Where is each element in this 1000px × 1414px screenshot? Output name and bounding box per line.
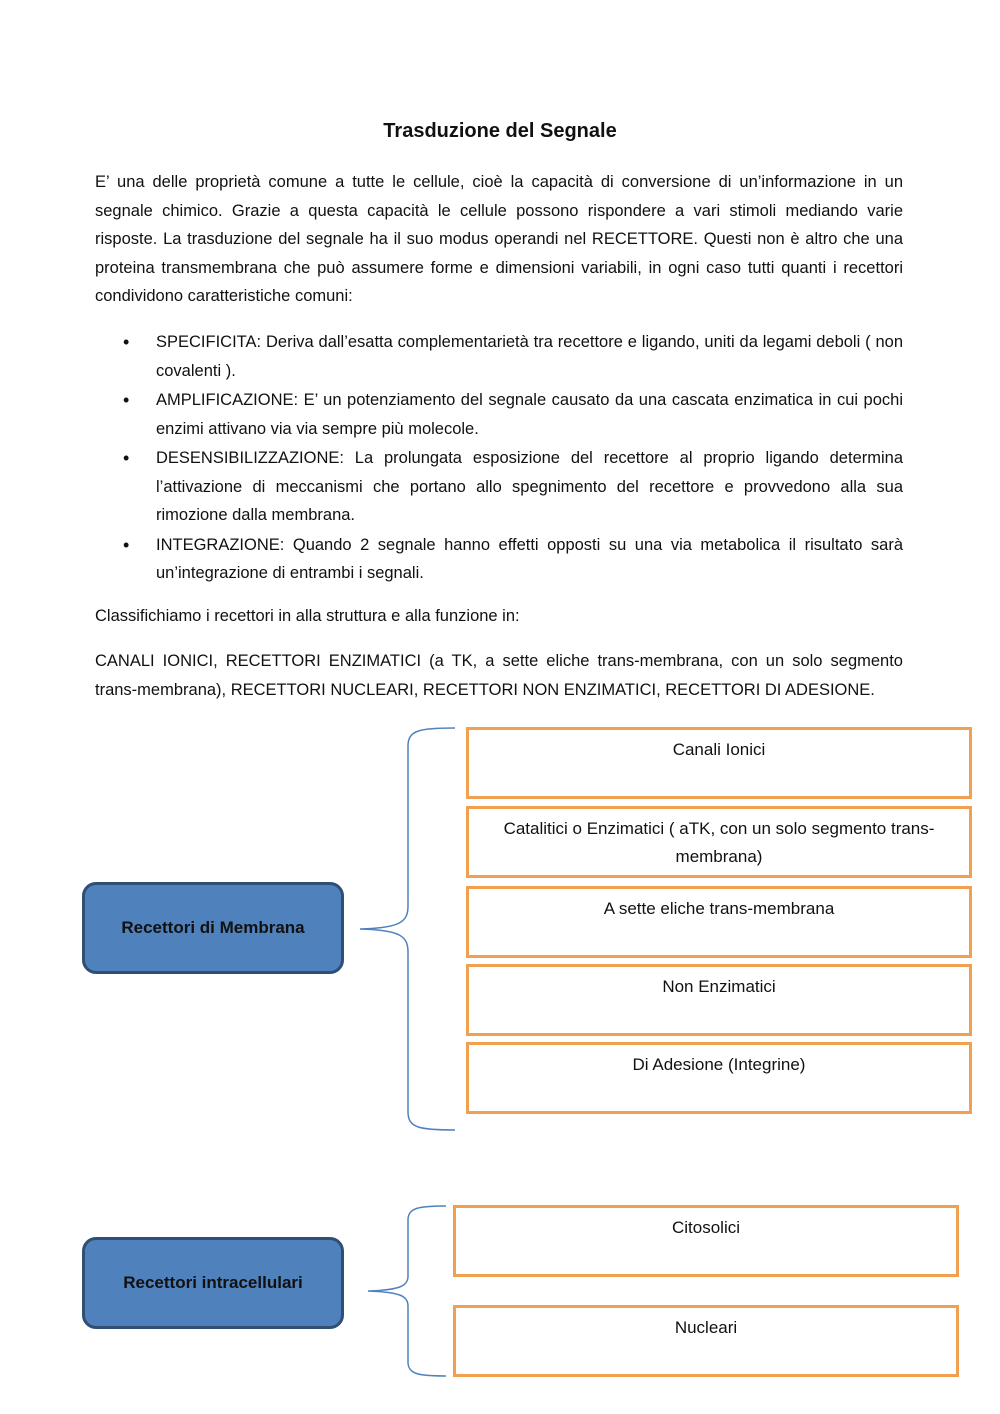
classification-list: CANALI IONICI, RECETTORI ENZIMATICI (a TK, a sette eliche trans-membrana, con un solo segmento trans-membrana), RECETTORI NUCLEARI, RECETTORI NON ENZIMATICI, RECETTORI DI ADESIONE. [95, 652, 903, 699]
classification-intro: Classifichiamo i recettori in alla struttura e alla funzione in: [95, 607, 520, 625]
intracellular-item-citosolici: Citosolici [453, 1205, 959, 1277]
list-item: • AMPLIFICAZIONE: E’ un potenziamento del segnale causato da una cascata enzimatica in cui pochi enzimi attivano via via sempre più molecole. [95, 386, 903, 443]
membrane-receptors-box: Recettori di Membrana [82, 882, 344, 974]
membrane-item-canali-ionici: Canali Ionici [466, 727, 972, 799]
characteristics-list [95, 328, 903, 589]
intro-paragraph: E’ una delle proprietà comune a tutte le cellule, cioè la capacità di conversione di un’informazione in un segnale chimico. Grazie a questa capacità le cellule possono rispondere a vari stimoli mediando varie risposte. La trasduzione del segnale ha il suo modus operandi nel RECETTORE. Questi non è altro che una proteina transmembrana che può assumere forme e dimensioni variabili, in ogni caso tutti quanti i recettori condividono caratteristiche comuni: [95, 173, 903, 305]
membrane-item-adesione: Di Adesione (Integrine) [466, 1042, 972, 1114]
list-item: • DESENSIBILIZZAZIONE: La prolungata esposizione del recettore al proprio ligando determina l’attivazione di meccanismi che portano allo spegnimento del recettore e provvedono alla sua rimozione dalla membrana. [95, 444, 903, 530]
membrane-item-sette-eliche: A sette eliche trans-membrana [466, 886, 972, 958]
page-title: Trasduzione del Segnale [383, 120, 617, 142]
intracellular-item-nucleari: Nucleari [453, 1305, 959, 1377]
membrane-item-catalitici: Catalitici o Enzimatici ( aTK, con un solo segmento trans-membrana) [466, 806, 972, 878]
membrane-item-non-enzimatici: Non Enzimatici [466, 964, 972, 1036]
intracellular-receptors-box: Recettori intracellulari [82, 1237, 344, 1329]
list-item: • SPECIFICITA: Deriva dall’esatta complementarietà tra recettore e ligando, uniti da legami deboli ( non covalenti ). [95, 328, 903, 385]
membrane-brace [360, 726, 460, 1136]
list-item: • INTEGRAZIONE: Quando 2 segnale hanno effetti opposti su una via metabolica il risultato sarà un’integrazione di entrambi i segnali. [95, 531, 903, 588]
intracellular-brace [368, 1204, 458, 1380]
